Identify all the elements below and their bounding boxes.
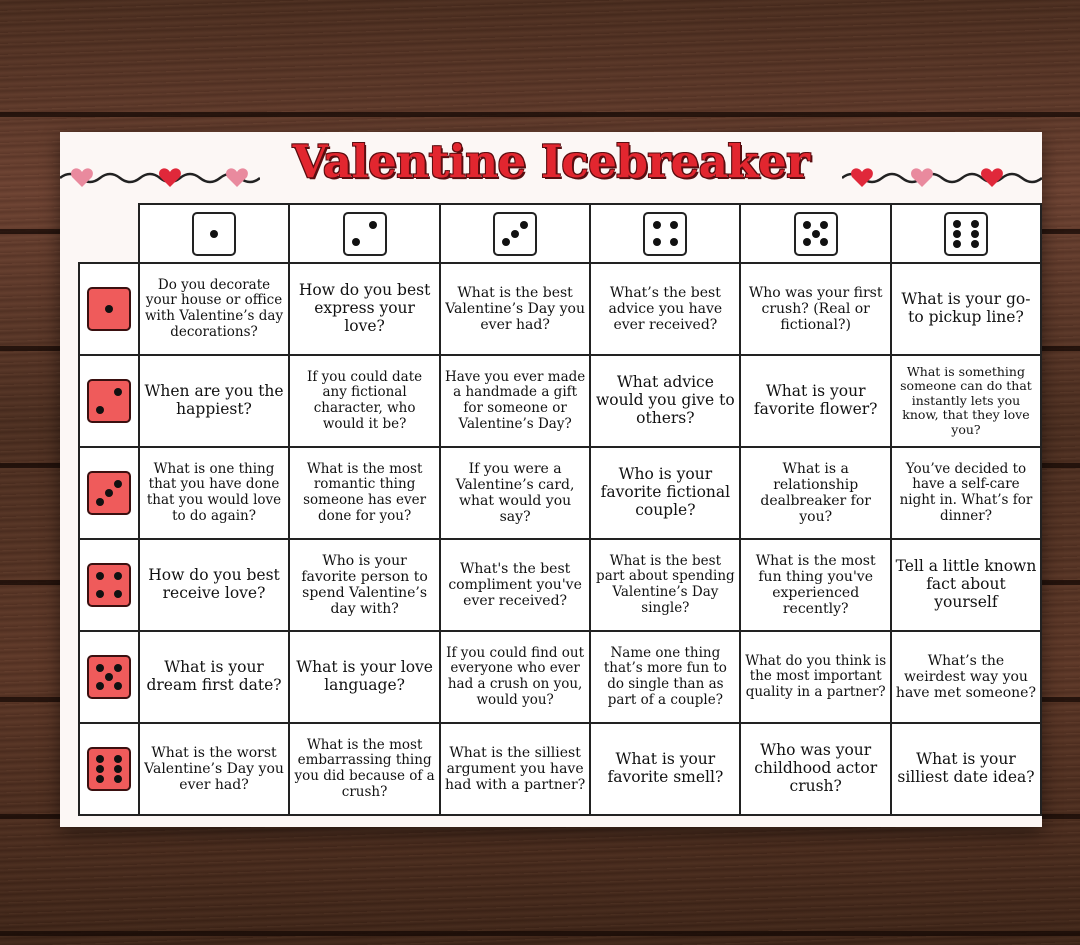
question-cell: What is the most embarrassing thing you did because of a crush? bbox=[289, 723, 440, 815]
question-cell: Have you ever made a handmade a gift for someone or Valentine’s Day? bbox=[440, 355, 590, 447]
die-pip bbox=[953, 220, 961, 228]
die-pip bbox=[820, 238, 828, 246]
table-row bbox=[79, 447, 1041, 539]
die-face-2-icon bbox=[343, 212, 387, 256]
die-pip bbox=[511, 230, 519, 238]
question-cell: What is something someone can do that instantly lets you know, that they love you? bbox=[891, 355, 1041, 447]
question-cell: If you could find out everyone who ever had a crush on you, would you? bbox=[440, 631, 590, 723]
die-pip bbox=[803, 238, 811, 246]
grid-corner bbox=[79, 204, 139, 263]
die-pip bbox=[210, 230, 218, 238]
question-cell: What is a relationship dealbreaker for you? bbox=[740, 447, 890, 539]
die-pip bbox=[114, 775, 122, 783]
page-title: Valentine Icebreaker bbox=[292, 135, 810, 188]
column-header-die-1 bbox=[139, 204, 289, 263]
column-header-die-2 bbox=[289, 204, 440, 263]
red-die-face-5-icon bbox=[87, 655, 131, 699]
question-cell: What is your silliest date idea? bbox=[891, 723, 1041, 815]
die-pip bbox=[653, 238, 661, 246]
red-die-face-4-icon bbox=[87, 563, 131, 607]
die-pip bbox=[502, 238, 510, 246]
question-cell: Who was your first crush? (Real or fictional?) bbox=[740, 263, 890, 355]
question-cell: What is the silliest argument you have had with a partner? bbox=[440, 723, 590, 815]
question-cell: What is your favorite smell? bbox=[590, 723, 740, 815]
die-pip bbox=[820, 221, 828, 229]
die-pip bbox=[105, 489, 113, 497]
question-cell: Name one thing that’s more fun to do single than as part of a couple? bbox=[590, 631, 740, 723]
red-die-face-2-icon bbox=[87, 379, 131, 423]
die-pip bbox=[971, 230, 979, 238]
die-pip bbox=[114, 664, 122, 672]
column-header-die-6 bbox=[891, 204, 1041, 263]
question-cell: What is the most fun thing you've experienced recently? bbox=[740, 539, 890, 631]
die-pip bbox=[114, 572, 122, 580]
red-die-face-3-icon bbox=[87, 471, 131, 515]
die-face-5-icon bbox=[794, 212, 838, 256]
icebreaker-grid bbox=[78, 203, 1042, 816]
question-cell: How do you best receive love? bbox=[139, 539, 289, 631]
question-cell: What is the worst Valentine’s Day you ever had? bbox=[139, 723, 289, 815]
die-pip bbox=[520, 221, 528, 229]
question-cell: What's the best compliment you've ever received? bbox=[440, 539, 590, 631]
table-row bbox=[79, 723, 1041, 815]
die-face-6-icon bbox=[944, 212, 988, 256]
question-cell: Do you decorate your house or office with Valentine’s day decorations? bbox=[139, 263, 289, 355]
die-pip bbox=[114, 388, 122, 396]
question-cell: If you were a Valentine’s card, what would you say? bbox=[440, 447, 590, 539]
die-pip bbox=[96, 765, 104, 773]
row-header-die-6 bbox=[79, 723, 139, 815]
die-face-1-icon bbox=[192, 212, 236, 256]
die-pip bbox=[96, 406, 104, 414]
die-pip bbox=[105, 305, 113, 313]
die-pip bbox=[96, 775, 104, 783]
die-pip bbox=[369, 221, 377, 229]
die-pip bbox=[114, 480, 122, 488]
die-pip bbox=[670, 238, 678, 246]
row-header-die-5 bbox=[79, 631, 139, 723]
die-pip bbox=[96, 498, 104, 506]
die-pip bbox=[812, 230, 820, 238]
title-banner bbox=[60, 132, 1042, 202]
table-row bbox=[79, 263, 1041, 355]
column-header-die-3 bbox=[440, 204, 590, 263]
die-face-3-icon bbox=[493, 212, 537, 256]
question-cell: Who is your favorite fictional couple? bbox=[590, 447, 740, 539]
question-cell: If you could date any fictional character, who would it be? bbox=[289, 355, 440, 447]
question-cell: You’ve decided to have a self-care night in. What’s for dinner? bbox=[891, 447, 1041, 539]
question-cell: Who was your childhood actor crush? bbox=[740, 723, 890, 815]
icebreaker-sheet bbox=[60, 132, 1042, 827]
die-pip bbox=[971, 220, 979, 228]
die-pip bbox=[114, 590, 122, 598]
question-cell: Who is your favorite person to spend Valentine’s day with? bbox=[289, 539, 440, 631]
question-cell: What do you think is the most important quality in a partner? bbox=[740, 631, 890, 723]
row-header-die-2 bbox=[79, 355, 139, 447]
question-cell: What is the best Valentine’s Day you ever had? bbox=[440, 263, 590, 355]
question-cell: How do you best express your love? bbox=[289, 263, 440, 355]
die-pip bbox=[114, 765, 122, 773]
die-pip bbox=[953, 240, 961, 248]
table-row bbox=[79, 355, 1041, 447]
table-row bbox=[79, 631, 1041, 723]
die-pip bbox=[653, 221, 661, 229]
question-cell: What is your love language? bbox=[289, 631, 440, 723]
question-cell: Tell a little known fact about yourself bbox=[891, 539, 1041, 631]
die-face-4-icon bbox=[643, 212, 687, 256]
die-pip bbox=[96, 682, 104, 690]
die-pip bbox=[971, 240, 979, 248]
question-cell: What is your go-to pickup line? bbox=[891, 263, 1041, 355]
question-cell: What’s the best advice you have ever received? bbox=[590, 263, 740, 355]
question-cell: What is the most romantic thing someone has ever done for you? bbox=[289, 447, 440, 539]
row-header-die-3 bbox=[79, 447, 139, 539]
row-header-die-1 bbox=[79, 263, 139, 355]
die-pip bbox=[96, 755, 104, 763]
die-pip bbox=[352, 238, 360, 246]
die-pip bbox=[96, 572, 104, 580]
row-header-die-4 bbox=[79, 539, 139, 631]
die-pip bbox=[670, 221, 678, 229]
die-pip bbox=[953, 230, 961, 238]
red-die-face-1-icon bbox=[87, 287, 131, 331]
red-die-face-6-icon bbox=[87, 747, 131, 791]
question-cell: What advice would you give to others? bbox=[590, 355, 740, 447]
die-pip bbox=[114, 755, 122, 763]
question-cell: What’s the weirdest way you have met someone? bbox=[891, 631, 1041, 723]
question-cell: What is one thing that you have done that you would love to do again? bbox=[139, 447, 289, 539]
question-cell: What is the best part about spending Valentine’s Day single? bbox=[590, 539, 740, 631]
column-header-die-5 bbox=[740, 204, 890, 263]
question-cell: What is your dream first date? bbox=[139, 631, 289, 723]
die-pip bbox=[105, 673, 113, 681]
column-header-die-4 bbox=[590, 204, 740, 263]
table-row bbox=[79, 539, 1041, 631]
column-header-row bbox=[79, 204, 1041, 263]
die-pip bbox=[114, 682, 122, 690]
question-cell: What is your favorite flower? bbox=[740, 355, 890, 447]
die-pip bbox=[96, 590, 104, 598]
question-cell: When are you the happiest? bbox=[139, 355, 289, 447]
die-pip bbox=[96, 664, 104, 672]
die-pip bbox=[803, 221, 811, 229]
